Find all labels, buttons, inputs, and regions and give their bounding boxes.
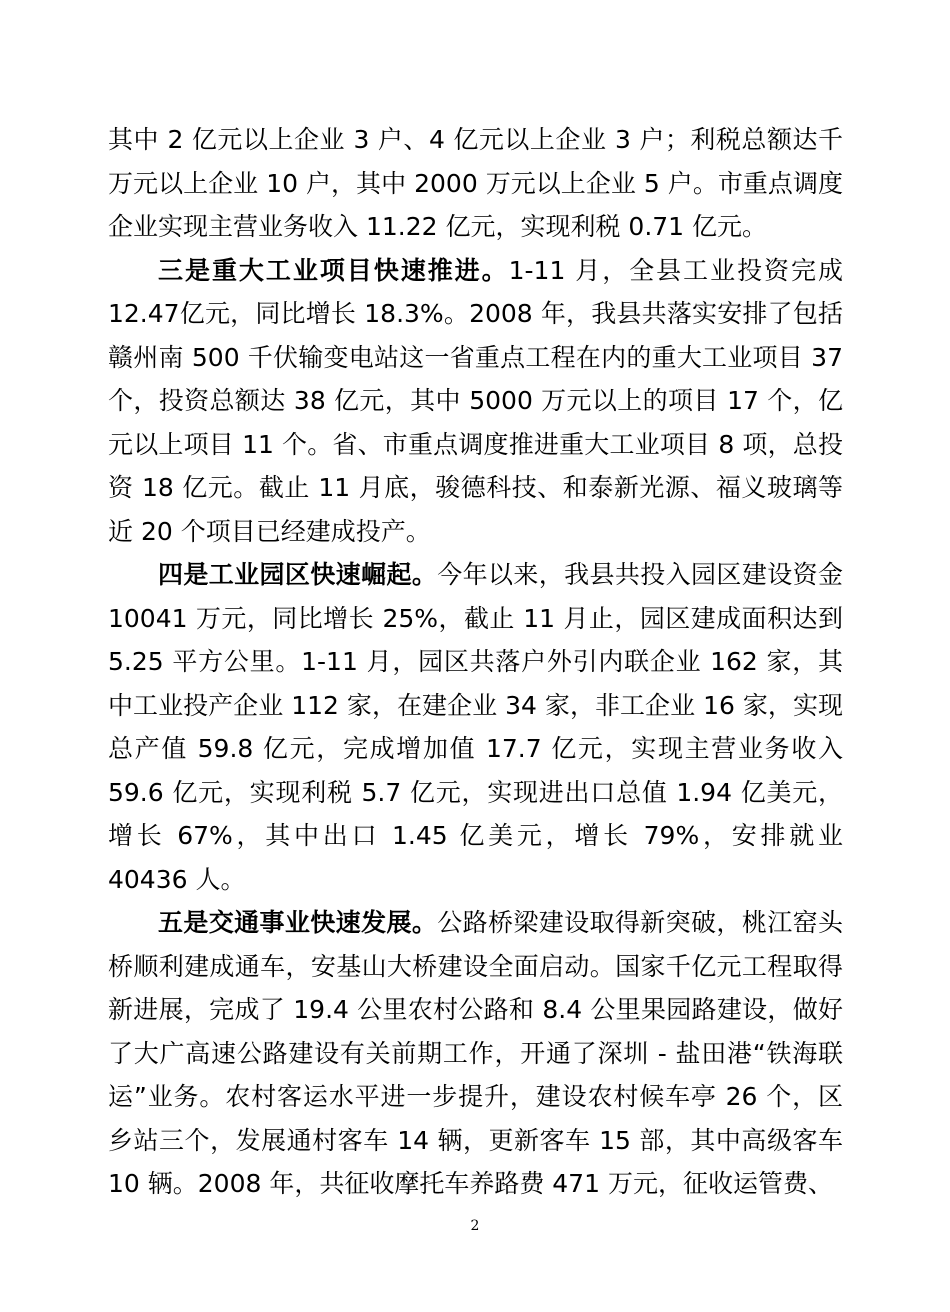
paragraph-1 (108, 118, 843, 249)
paragraph-2 (108, 249, 843, 554)
paragraph-4 (108, 901, 843, 1206)
paragraph-4-text: 公路桥梁建设取得新突破，桃江窑头桥顺利建成通车，安基山大桥建设全面启动。国家千亿元工程取得新进展，完成了 19.4 公里农村公路和 8.4 公里果园路建设，做好了大广高速公路建设有关前期工作，开通了深圳 - 盐田港“铁海联运”业务。农村客运水平进一步提升，建设农村候车亭 26 个，区乡站三个，发展通村客车 14 辆，更新客车 15 部，其中高级客车 10 辆。2008 年，共征收摩托车养路费 471 万元，征收运管费、 (108, 908, 843, 1198)
paragraph-2-lead: 三是重大工业项目快速推进。 (158, 255, 509, 285)
paragraph-3 (108, 553, 843, 901)
page-number: 2 (470, 1218, 480, 1234)
body-text (108, 118, 843, 1206)
paragraph-1-text: 其中 2 亿元以上企业 3 户、4 亿元以上企业 3 户；利税总额达千万元以上企业 10 户，其中 2000 万元以上企业 5 户。市重点调度企业实现主营业务收入 11.22 亿元，实现利税 0.71 亿元。 (108, 125, 843, 241)
paragraph-4-lead: 五是交通事业快速发展。 (158, 908, 438, 937)
paragraph-2-text: 1-11 月，全县工业投资完成 12.47亿元，同比增长 18.3%。2008 年，我县共落实安排了包括赣州南 500 千伏输变电站这一省重点工程在内的重大工业项目 37 个，投资总额达 38 亿元，其中 5000 万元以上的项目 17 个，亿元以上项目 11 个。省、市重点调度推进重大工业项目 8 项，总投资 18 亿元。截止 11 月底，骏德科技、和泰新光源、福义玻璃等近 20 个项目已经建成投产。 (108, 255, 843, 546)
paragraph-3-text: 今年以来，我县共投入园区建设资金 10041 万元，同比增长 25%，截止 11 月止，园区建成面积达到 5.25 平方公里。1-11 月，园区共落户外引内联企业 162 家，其中工业投产企业 112 家，在建企业 34 家，非工企业 16 家，实现总产值 59.8 亿元，完成增加值 17.7 亿元，实现主营业务收入 59.6 亿元，实现利税 5.7 亿元，实现进出口总值 1.94 亿美元，增长 67%，其中出口 1.45 亿美元，增长 79%，安排就业 40436 人。 (108, 560, 843, 894)
paragraph-3-lead: 四是工业园区快速崛起。 (158, 560, 438, 589)
